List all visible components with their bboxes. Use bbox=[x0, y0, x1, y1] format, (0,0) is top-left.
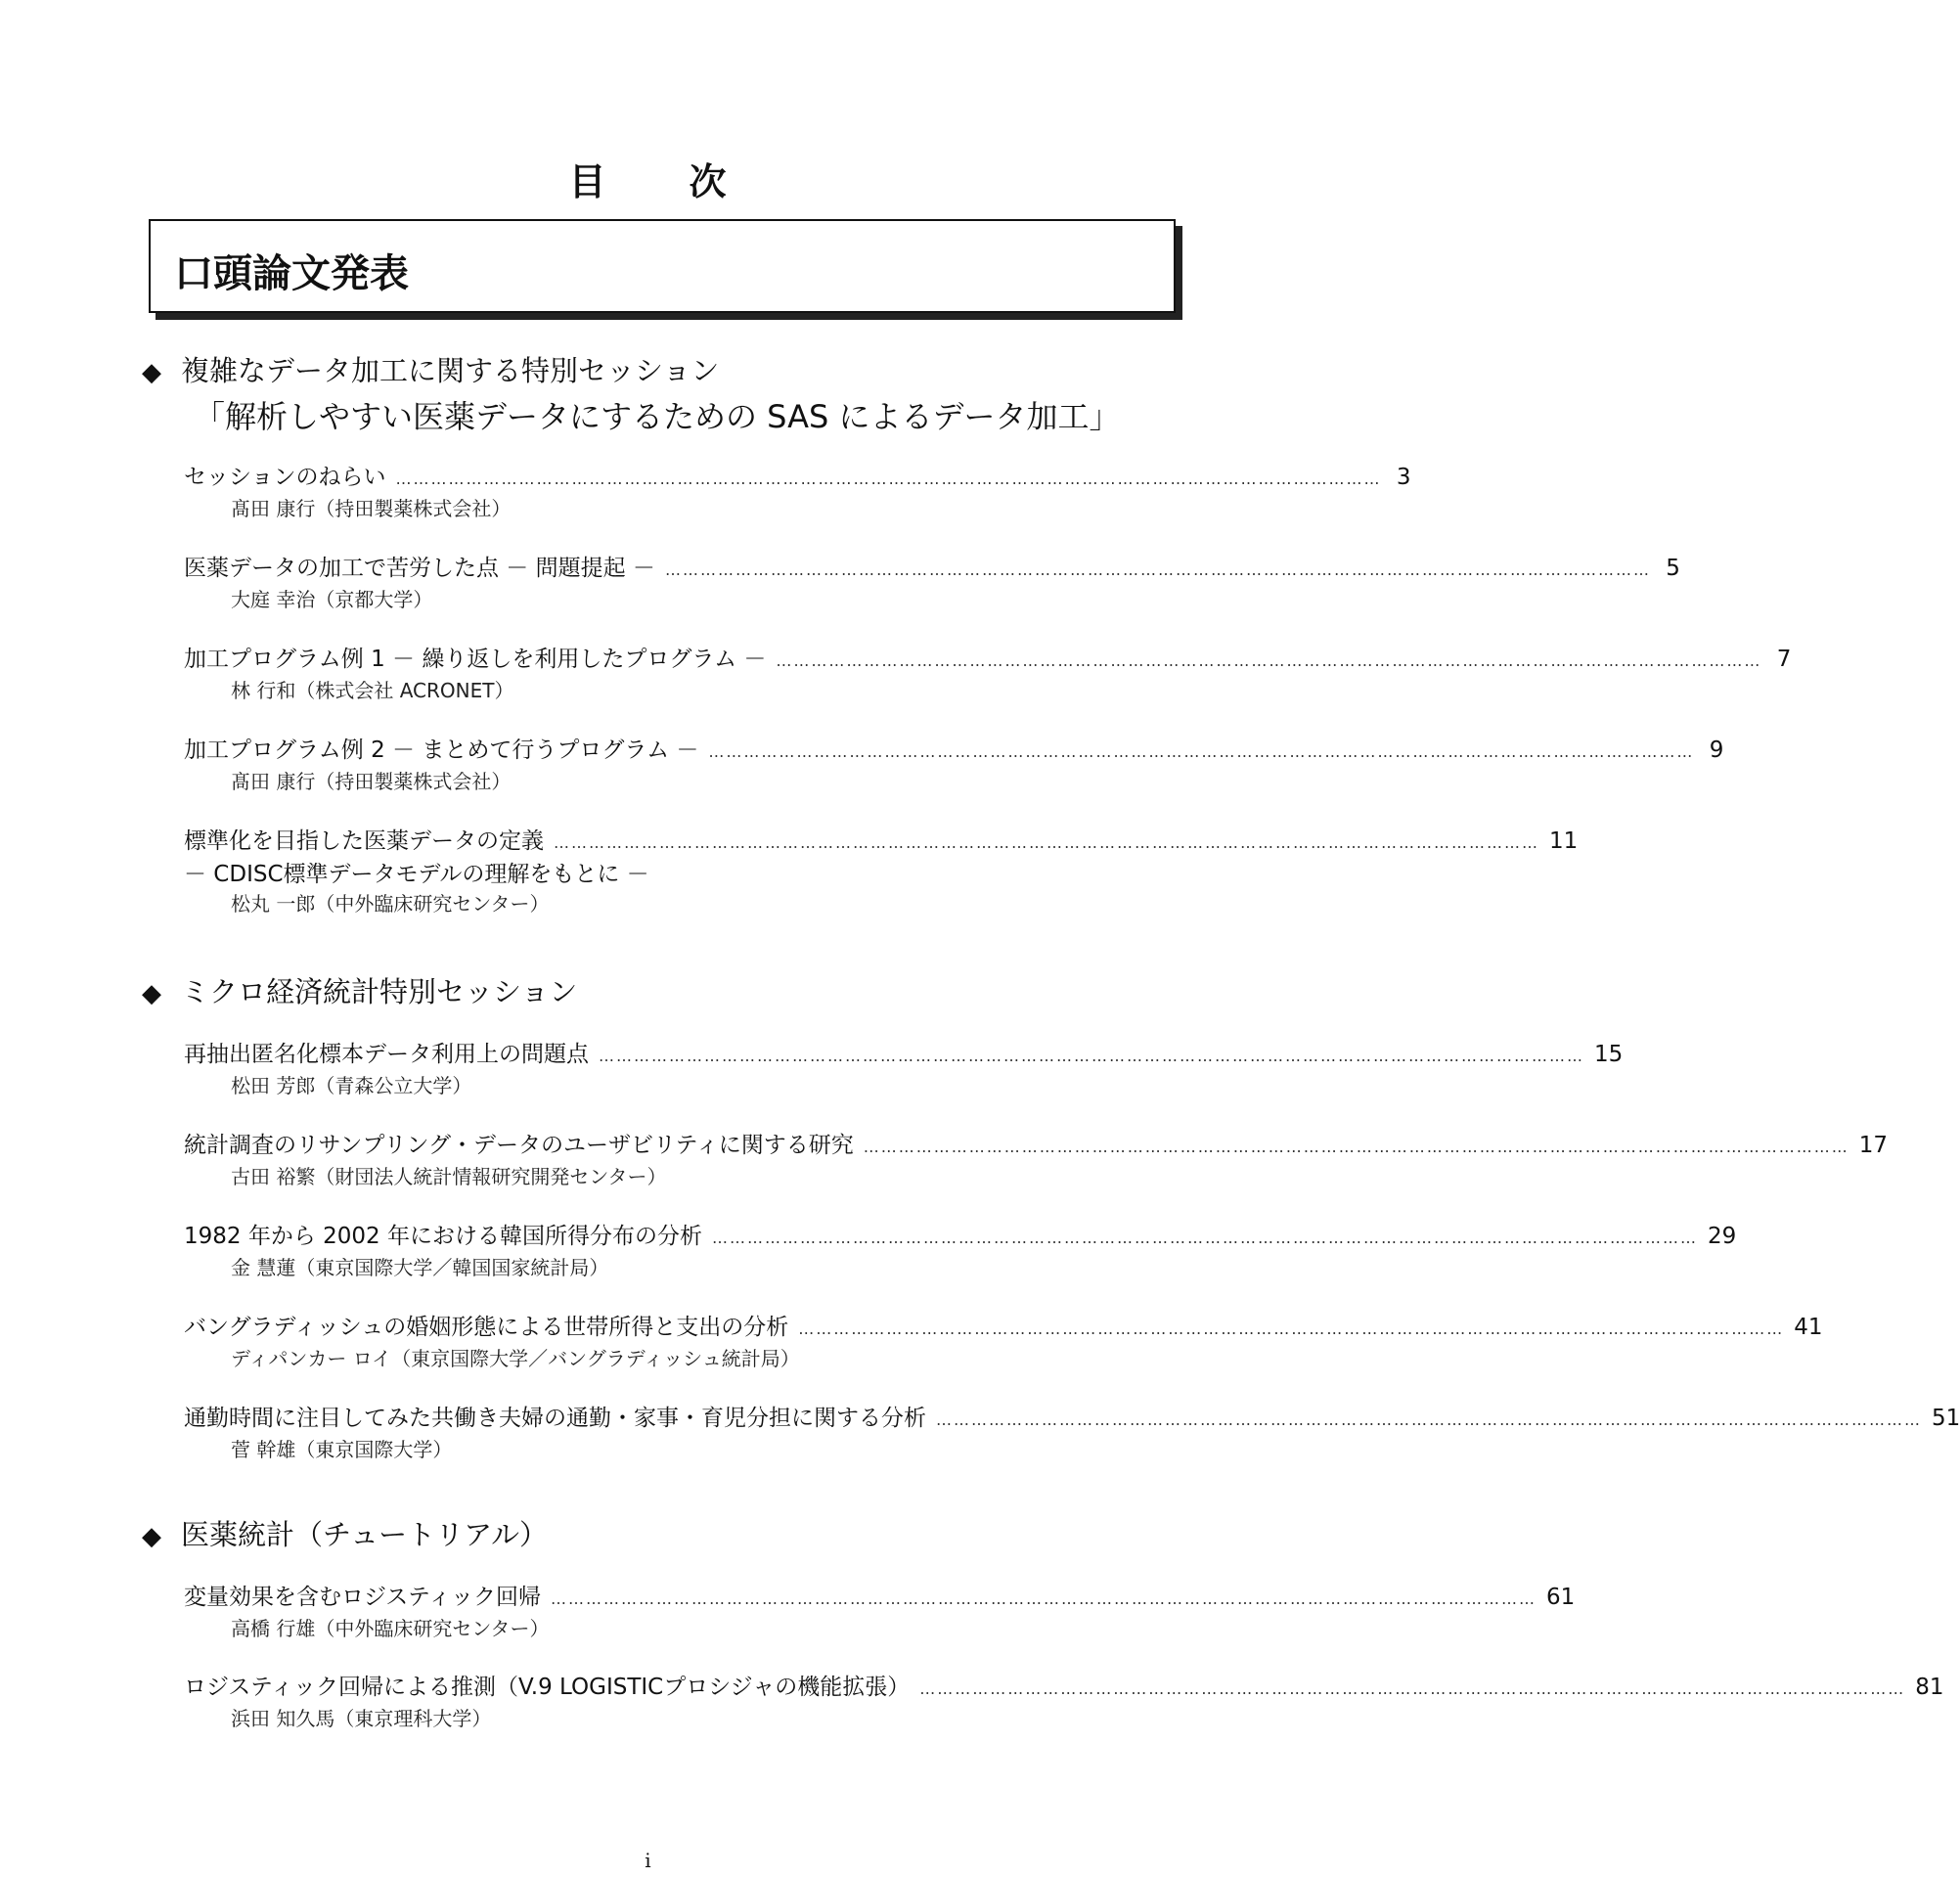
entry-subtitle-line: － CDISC標準データモデルの理解をもとに － bbox=[184, 862, 649, 887]
entry-page: 41 bbox=[1794, 1315, 1823, 1340]
section-header-box bbox=[149, 219, 1176, 313]
page-title-char-1: 目 bbox=[568, 160, 607, 203]
entry-page: 11 bbox=[1549, 828, 1579, 854]
entry-title: 加工プログラム例 1 － 繰り返しを利用したプログラム － bbox=[184, 647, 767, 672]
leader-dots: …………………………………………………………………………………………………………………………………………………… bbox=[919, 1679, 1906, 1698]
leader-dots: …………………………………………………………………………………………………………………………………………………… bbox=[712, 1229, 1698, 1247]
entry-page: 29 bbox=[1708, 1224, 1737, 1249]
leader-dots: …………………………………………………………………………………………………………………………………………………… bbox=[708, 742, 1695, 761]
section-heading-2 bbox=[142, 973, 577, 1012]
footer-page-number: i bbox=[645, 1849, 651, 1872]
entry-author: 高橋 行雄（中外臨床研究センター） bbox=[231, 1617, 550, 1640]
leader-dots: …………………………………………………………………………………………………………………………………………………… bbox=[936, 1410, 1922, 1429]
entry-author: 大庭 幸治（京都大学） bbox=[231, 588, 433, 611]
entry-page: 15 bbox=[1594, 1042, 1624, 1067]
entry-title: 変量効果を含むロジスティック回帰 bbox=[184, 1585, 542, 1610]
diamond-bullet-icon: ◆ bbox=[142, 979, 161, 1008]
entry-page: 81 bbox=[1915, 1675, 1944, 1700]
entry-page: 3 bbox=[1396, 465, 1411, 490]
leader-dots: …………………………………………………………………………………………………………………………………………………… bbox=[776, 651, 1762, 670]
entry-title: 1982 年から 2002 年における韓国所得分布の分析 bbox=[184, 1224, 702, 1249]
entry-page: 5 bbox=[1666, 556, 1680, 581]
entry-author: 浜田 知久馬（東京理科大学） bbox=[231, 1707, 492, 1730]
toc-entry[interactable] bbox=[184, 1583, 1576, 1641]
section-subtitle: 「解析しやすい医薬データにするための SAS によるデータ加工」 bbox=[194, 398, 1121, 435]
entry-author: 松田 芳郎（青森公立大学） bbox=[231, 1074, 472, 1097]
leader-dots: …………………………………………………………………………………………………………………………………………………… bbox=[551, 1589, 1537, 1608]
entry-title: 通勤時間に注目してみた共働き夫婦の通勤・家事・育児分担に関する分析 bbox=[184, 1406, 926, 1431]
leader-dots: …………………………………………………………………………………………………………………………………………………… bbox=[554, 833, 1539, 852]
entry-author: 金 慧蓮（東京国際大学／韓国国家統計局） bbox=[231, 1256, 609, 1279]
entry-title: 統計調査のリサンプリング・データのユーザビリティに関する研究 bbox=[184, 1133, 854, 1158]
leader-dots: …………………………………………………………………………………………………………………………………………………… bbox=[664, 560, 1651, 579]
section-heading-text: ミクロ経済統計特別セッション bbox=[181, 975, 578, 1008]
leader-dots: …………………………………………………………………………………………………………………………………………………… bbox=[395, 470, 1382, 488]
leader-dots: …………………………………………………………………………………………………………………………………………………… bbox=[599, 1047, 1584, 1065]
entry-author: 菅 幹雄（東京国際大学） bbox=[231, 1438, 453, 1461]
entry-title: セッションのねらい bbox=[184, 465, 386, 490]
leader-dots: …………………………………………………………………………………………………………………………………………………… bbox=[863, 1138, 1849, 1156]
entry-page: 9 bbox=[1709, 738, 1724, 763]
entry-page: 17 bbox=[1858, 1133, 1888, 1158]
diamond-bullet-icon: ◆ bbox=[142, 1522, 161, 1551]
toc-entry[interactable] bbox=[184, 1222, 1737, 1280]
toc-entry[interactable] bbox=[184, 1040, 1624, 1098]
entry-author: 松丸 一郎（中外臨床研究センター） bbox=[231, 892, 550, 916]
entry-title: 再抽出匿名化標本データ利用上の問題点 bbox=[184, 1042, 589, 1067]
section-heading-3 bbox=[142, 1516, 548, 1555]
toc-entry[interactable] bbox=[184, 554, 1680, 612]
entry-author: 古田 裕繁（財団法人統計情報研究開発センター） bbox=[231, 1165, 667, 1188]
entry-title: 加工プログラム例 2 － まとめて行うプログラム － bbox=[184, 738, 699, 763]
entry-title: 医薬データの加工で苦労した点 － 問題提起 － bbox=[184, 556, 655, 581]
toc-entry[interactable] bbox=[184, 645, 1792, 703]
section-heading-text: 複雑なデータ加工に関する特別セッション bbox=[181, 354, 720, 387]
entry-page: 51 bbox=[1932, 1406, 1960, 1431]
entry-author: 林 行和（株式会社 ACRONET） bbox=[231, 679, 514, 702]
page-title-char-2: 次 bbox=[689, 160, 728, 203]
entry-page: 7 bbox=[1776, 647, 1792, 672]
toc-entry[interactable] bbox=[184, 736, 1724, 794]
toc-entry[interactable] bbox=[184, 1404, 1960, 1462]
toc-entry[interactable] bbox=[184, 827, 1579, 917]
entry-page: 61 bbox=[1546, 1585, 1576, 1610]
section-header-title: 口頭論文発表 bbox=[174, 251, 409, 296]
entry-author: 髙田 康行（持田製薬株式会社） bbox=[231, 770, 512, 793]
leader-dots: …………………………………………………………………………………………………………………………………………………… bbox=[798, 1319, 1785, 1338]
entry-title: ロジスティック回帰による推測（V.9 LOGISTICプロシジャの機能拡張） bbox=[184, 1675, 911, 1700]
entry-title: 標準化を目指した医薬データの定義 bbox=[184, 828, 544, 854]
toc-entry[interactable] bbox=[184, 463, 1411, 521]
section-heading-text: 医薬統計（チュートリアル） bbox=[181, 1518, 548, 1551]
entry-title: バングラディッシュの婚姻形態による世帯所得と支出の分析 bbox=[184, 1315, 789, 1340]
toc-entry[interactable] bbox=[184, 1131, 1888, 1189]
page-title bbox=[0, 152, 1296, 205]
diamond-bullet-icon: ◆ bbox=[142, 358, 161, 387]
toc-entry[interactable] bbox=[184, 1313, 1823, 1371]
section-heading-1 bbox=[142, 352, 719, 391]
entry-author: 髙田 康行（持田製薬株式会社） bbox=[231, 497, 512, 520]
toc-entry[interactable] bbox=[184, 1673, 1944, 1731]
entry-author: ディパンカー ロイ（東京国際大学／バングラディッシュ統計局） bbox=[231, 1347, 800, 1370]
